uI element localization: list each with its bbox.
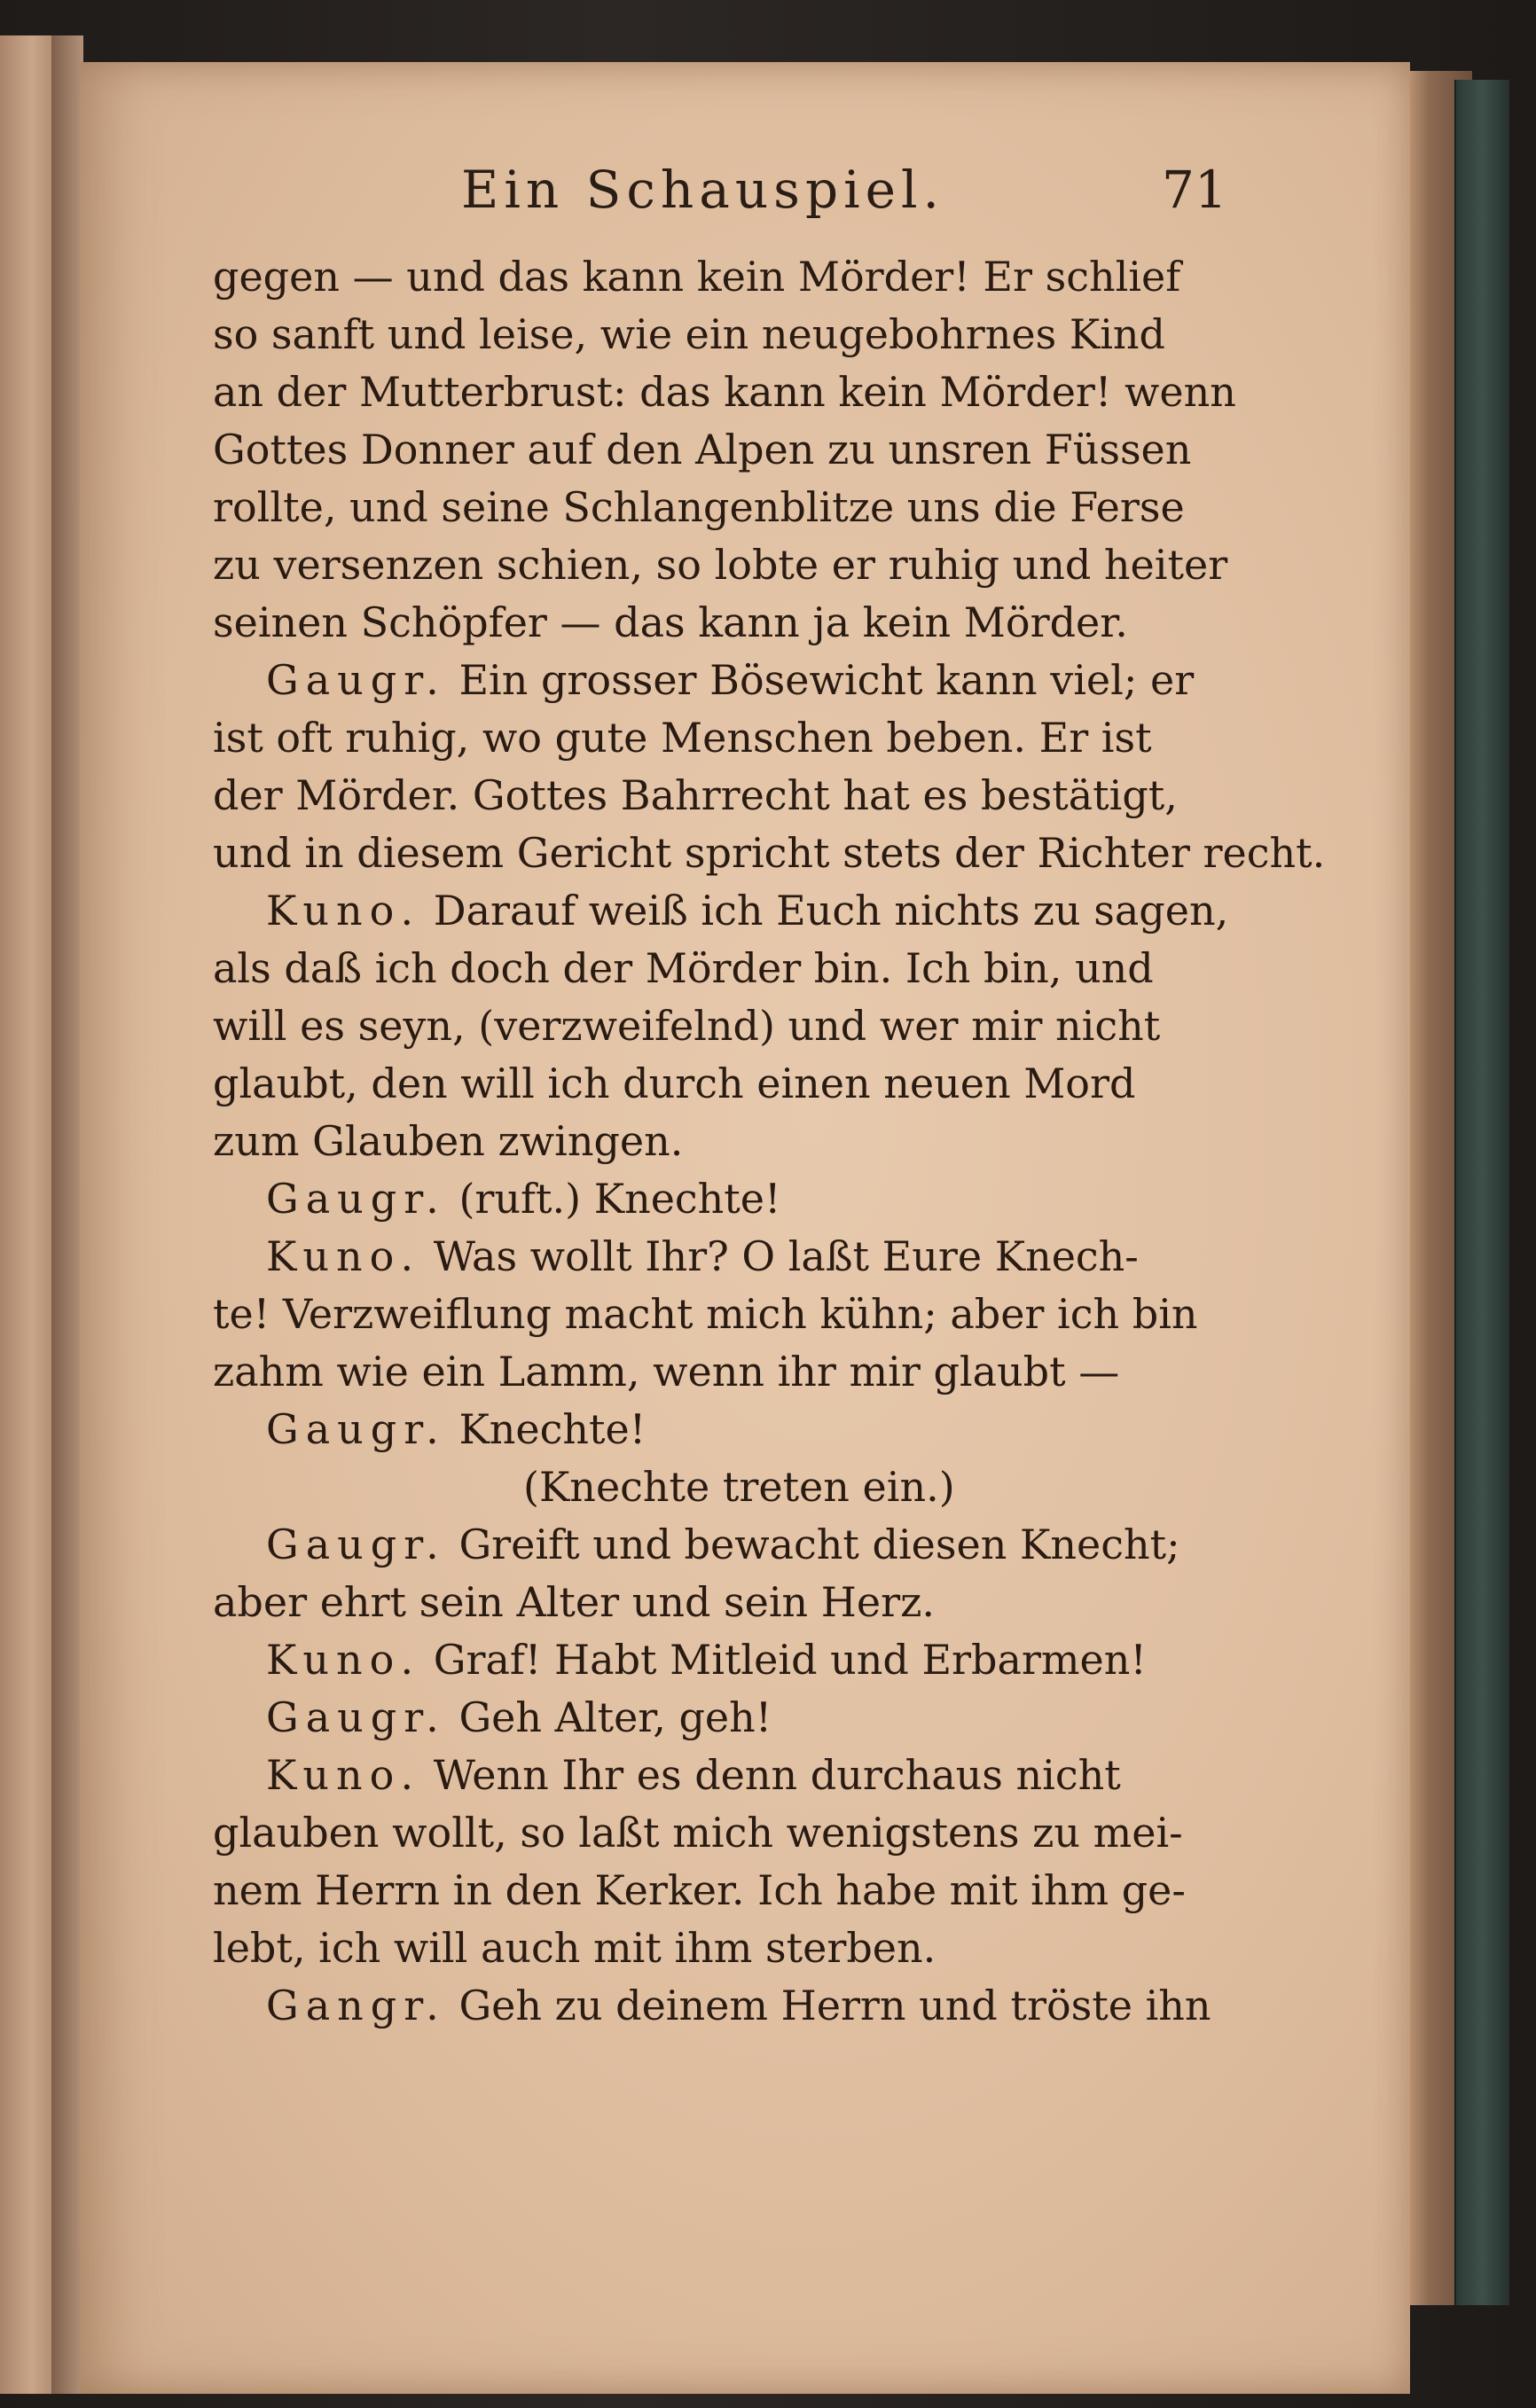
speaker-name: Kuno.: [266, 887, 421, 934]
speaker-name: Kuno.: [266, 1751, 421, 1799]
speaker-name: Gaugr.: [266, 1693, 446, 1741]
text-line: [213, 1804, 1330, 1862]
speaker-name: Kuno.: [266, 1232, 421, 1280]
line-text: und in diesem Gericht spricht stets der Richter recht.: [213, 829, 1326, 877]
text-line: [213, 1631, 1330, 1689]
page-number: 71: [1162, 160, 1227, 220]
line-text: als daß ich doch der Mörder bin. Ich bin, und: [213, 944, 1154, 992]
text-line: [213, 1055, 1330, 1113]
text-line: [213, 1977, 1330, 2035]
speaker-name: Gaugr.: [266, 1521, 446, 1568]
line-text: will es seyn, (verzweifelnd) und wer mir nicht: [213, 1002, 1161, 1050]
text-line: [213, 1286, 1330, 1343]
text-line: [213, 1113, 1330, 1170]
line-text: Knechte!: [458, 1405, 647, 1453]
line-text: zahm wie ein Lamm, wenn ihr mir glaubt —: [213, 1348, 1120, 1396]
text-line: [213, 1458, 1330, 1516]
line-text: lebt, ich will auch mit ihm sterben.: [213, 1924, 936, 1972]
text-line: [213, 1170, 1330, 1228]
text-line: [213, 421, 1330, 479]
line-text: aber ehrt sein Alter und sein Herz.: [213, 1578, 935, 1626]
text-line: [213, 1228, 1330, 1286]
line-text: te! Verzweiflung macht mich kühn; aber ich bin: [213, 1290, 1198, 1338]
line-text: Greift und bewacht diesen Knecht;: [458, 1521, 1180, 1568]
line-text: Was wollt Ihr? O laßt Eure Knech-: [433, 1232, 1139, 1280]
text-line: [213, 1919, 1330, 1977]
line-text: Geh zu deinem Herrn und tröste ihn: [458, 1982, 1211, 2029]
speaker-name: Gaugr.: [266, 656, 446, 704]
line-text: Geh Alter, geh!: [458, 1693, 772, 1741]
line-text: glaubt, den will ich durch einen neuen Mord: [213, 1059, 1136, 1107]
speaker-name: Gangr.: [266, 1982, 446, 2029]
line-text: seinen Schöpfer — das kann ja kein Mörder.: [213, 598, 1128, 646]
text-line: [213, 1747, 1330, 1804]
line-text: glauben wollt, so laßt mich wenigstens zu mei-: [213, 1809, 1183, 1857]
line-text: zu versenzen schien, so lobte er ruhig und heiter: [213, 541, 1228, 589]
page-body-text: [213, 248, 1330, 2035]
text-line: [213, 1689, 1330, 1747]
line-text: der Mörder. Gottes Bahrrecht hat es bestätigt,: [213, 771, 1178, 819]
text-line: [213, 1343, 1330, 1401]
line-text: so sanft und leise, wie ein neugebohrnes Kind: [213, 310, 1165, 358]
line-text: Darauf weiß ich Euch nichts zu sagen,: [433, 887, 1229, 934]
text-line: [213, 1401, 1330, 1458]
book-page: [80, 62, 1410, 2394]
speaker-name: Kuno.: [266, 1636, 421, 1684]
speaker-name: Gaugr.: [266, 1405, 446, 1453]
line-text: gegen — und das kann kein Mörder! Er schlief: [213, 253, 1181, 301]
text-line: [213, 709, 1330, 767]
text-line: [213, 306, 1330, 364]
line-text: Ein grosser Bösewicht kann viel; er: [458, 656, 1195, 704]
facing-page-edge: [0, 35, 55, 2394]
line-text: Wenn Ihr es denn durchaus nicht: [433, 1751, 1121, 1799]
text-line: [213, 536, 1330, 594]
line-text: Graf! Habt Mitleid und Erbarmen!: [433, 1636, 1147, 1684]
running-title: Ein Schauspiel.: [461, 160, 944, 220]
text-line: [213, 1574, 1330, 1631]
text-line: [213, 594, 1330, 652]
text-line: [213, 652, 1330, 709]
text-line: [213, 767, 1330, 825]
text-line: [213, 882, 1330, 940]
text-line: [213, 997, 1330, 1055]
line-text: rollte, und seine Schlangenblitze uns die Ferse: [213, 483, 1185, 531]
text-line: [213, 248, 1330, 306]
line-text: an der Mutterbrust: das kann kein Mörder! wenn: [213, 368, 1236, 416]
text-line: [213, 1862, 1330, 1919]
text-line: [213, 940, 1330, 997]
stage-direction: (Knechte treten ein.): [523, 1463, 955, 1511]
text-line: [213, 364, 1330, 421]
line-text: (ruft.) Knechte!: [458, 1175, 781, 1223]
book-cover-edge: [1454, 80, 1509, 2305]
text-line: [213, 825, 1330, 882]
line-text: zum Glauben zwingen.: [213, 1117, 684, 1165]
speaker-name: Gaugr.: [266, 1175, 446, 1223]
line-text: nem Herrn in den Kerker. Ich habe mit ihm ge-: [213, 1866, 1186, 1914]
line-text: Gottes Donner auf den Alpen zu unsren Füssen: [213, 426, 1192, 473]
text-line: [213, 1516, 1330, 1574]
book-gutter: [51, 35, 83, 2394]
page-header: [80, 160, 1410, 239]
text-line: [213, 479, 1330, 536]
line-text: ist oft ruhig, wo gute Menschen beben. Er ist: [213, 714, 1152, 762]
